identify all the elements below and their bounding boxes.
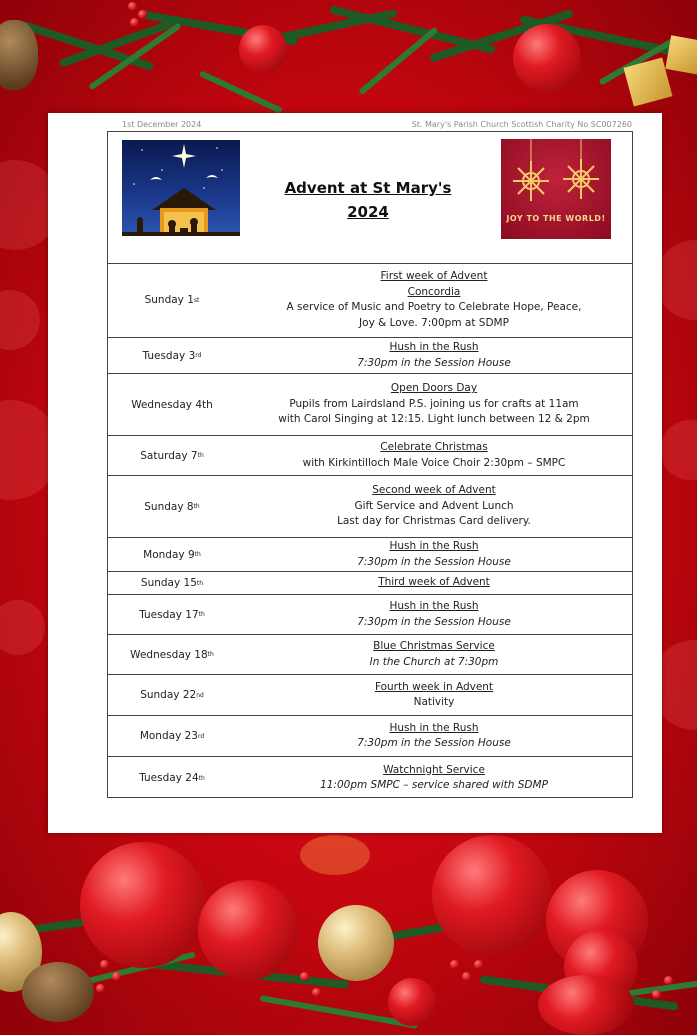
ornament-icon	[198, 880, 298, 980]
event-day-text: Monday 9	[143, 548, 195, 561]
event-day-text: Monday 23	[139, 730, 198, 742]
event-detail: 11:00pm SMPC – service shared with SDMP	[320, 779, 548, 791]
event-row	[108, 476, 632, 538]
event-day-text: Tuesday 24	[139, 772, 199, 784]
event-day	[108, 595, 236, 634]
event-day-suffix: th	[197, 452, 204, 459]
event-heading: Fourth week in Advent	[374, 680, 494, 693]
event-heading: Hush in the Rush	[389, 341, 479, 353]
event-day-text: Sunday 8	[144, 500, 194, 513]
event-day-text: Tuesday 3	[142, 349, 196, 362]
title-line-1: Advent at St Mary's	[284, 179, 452, 197]
event-day-suffix: rd	[197, 732, 205, 740]
event-day-suffix: th	[198, 611, 205, 618]
title-section	[108, 132, 632, 264]
event-day-suffix: th	[194, 551, 201, 558]
event-day	[108, 436, 236, 475]
event-heading: Concordia	[407, 285, 461, 298]
event-detail: Gift Service and Advent Lunch	[354, 499, 514, 512]
event-day	[108, 635, 236, 674]
event-detail: Joy & Love. 7:00pm at SDMP	[359, 316, 509, 329]
event-day-text: Sunday 15	[140, 577, 197, 589]
nativity-image	[122, 140, 240, 236]
charity-line: St. Mary's Parish Church Scottish Charity No SC007260	[411, 120, 632, 129]
event-detail: A service of Music and Poetry to Celebrate Hope, Peace,	[286, 301, 582, 313]
nativity-icon	[122, 140, 240, 236]
event-description	[236, 716, 632, 756]
event-row	[108, 716, 632, 757]
schedule-frame	[107, 131, 633, 798]
event-description	[236, 595, 632, 634]
event-day-suffix: th	[198, 774, 205, 782]
event-heading: Hush in the Rush	[389, 600, 479, 612]
ornament-icon	[80, 842, 206, 968]
title-line-2: 2024	[347, 203, 389, 221]
event-description	[236, 675, 632, 715]
event-day-text: Sunday 1	[144, 294, 194, 306]
event-day-text: Tuesday 17	[139, 608, 199, 621]
event-day	[108, 374, 236, 435]
event-day-suffix: nd	[196, 691, 204, 699]
event-description	[236, 635, 632, 674]
event-description	[236, 263, 632, 337]
event-row	[108, 675, 632, 716]
event-day	[108, 338, 236, 373]
event-row	[108, 338, 632, 374]
ornament-icon	[538, 975, 634, 1035]
event-day	[108, 716, 236, 756]
date-line: 1st December 2024	[122, 120, 202, 129]
event-day-text: Saturday 7	[140, 449, 198, 462]
event-row	[108, 263, 632, 338]
event-row	[108, 757, 632, 799]
event-day	[108, 538, 236, 571]
event-day	[108, 757, 236, 799]
event-description	[236, 572, 632, 594]
event-heading: Third week of Advent	[378, 576, 490, 589]
event-detail: Nativity	[413, 696, 455, 708]
event-row	[108, 374, 632, 436]
joy-text: JOY TO THE WORLD!	[506, 214, 606, 223]
event-heading: Celebrate Christmas	[380, 441, 488, 453]
pinecone-icon	[22, 962, 94, 1022]
event-detail: with Kirkintilloch Male Voice Choir 2:30pm – SMPC	[302, 456, 566, 469]
event-detail: In the Church at 7:30pm	[369, 655, 499, 668]
event-description	[236, 436, 632, 475]
ornament-icon	[513, 24, 581, 92]
event-day-text: Wednesday 4th	[131, 398, 213, 411]
event-heading: Blue Christmas Service	[373, 640, 495, 652]
event-description	[236, 538, 632, 571]
event-detail: Last day for Christmas Card delivery.	[337, 515, 531, 528]
event-row	[108, 436, 632, 476]
event-heading: Watchnight Service	[383, 763, 485, 776]
advent-flyer	[48, 113, 662, 833]
event-day-suffix: th	[193, 503, 200, 510]
pinecone-icon	[0, 20, 38, 90]
event-description	[236, 476, 632, 537]
event-day-suffix: th	[196, 579, 204, 587]
event-heading: Open Doors Day	[390, 382, 478, 395]
snowflake-icon	[501, 139, 611, 214]
event-day-suffix: rd	[195, 352, 202, 359]
event-day	[108, 476, 236, 537]
event-detail: 7:30pm in the Session House	[357, 737, 511, 749]
ornament-icon	[432, 835, 552, 955]
event-detail: 7:30pm in the Session House	[357, 615, 511, 628]
event-row	[108, 572, 632, 595]
event-heading: Second week of Advent	[372, 484, 496, 497]
event-row	[108, 595, 632, 635]
event-description	[236, 374, 632, 435]
event-heading: First week of Advent	[380, 270, 488, 282]
event-heading: Hush in the Rush	[389, 721, 479, 734]
event-day-text: Sunday 22	[140, 689, 197, 701]
ornament-icon	[318, 905, 394, 981]
event-description	[236, 757, 632, 799]
event-day	[108, 263, 236, 337]
event-day-text: Wednesday 18	[130, 648, 208, 661]
event-detail: 7:30pm in the Session House	[357, 555, 511, 568]
ornament-icon	[239, 25, 287, 73]
page-title	[258, 176, 478, 224]
event-day-suffix: th	[207, 651, 214, 658]
event-day	[108, 675, 236, 715]
joy-to-the-world-image	[501, 139, 611, 239]
event-row	[108, 538, 632, 572]
event-detail: Pupils from Lairdsland P.S. joining us for crafts at 11am	[289, 397, 579, 410]
gift-icon	[665, 35, 697, 74]
event-detail: with Carol Singing at 12:15. Light lunch between 12 & 2pm	[278, 413, 590, 426]
event-row	[108, 635, 632, 675]
event-heading: Hush in the Rush	[389, 540, 479, 552]
ornament-icon	[388, 978, 436, 1026]
event-day	[108, 572, 236, 594]
event-description	[236, 338, 632, 373]
event-day-suffix: st	[193, 296, 200, 304]
event-detail: 7:30pm in the Session House	[357, 356, 511, 369]
